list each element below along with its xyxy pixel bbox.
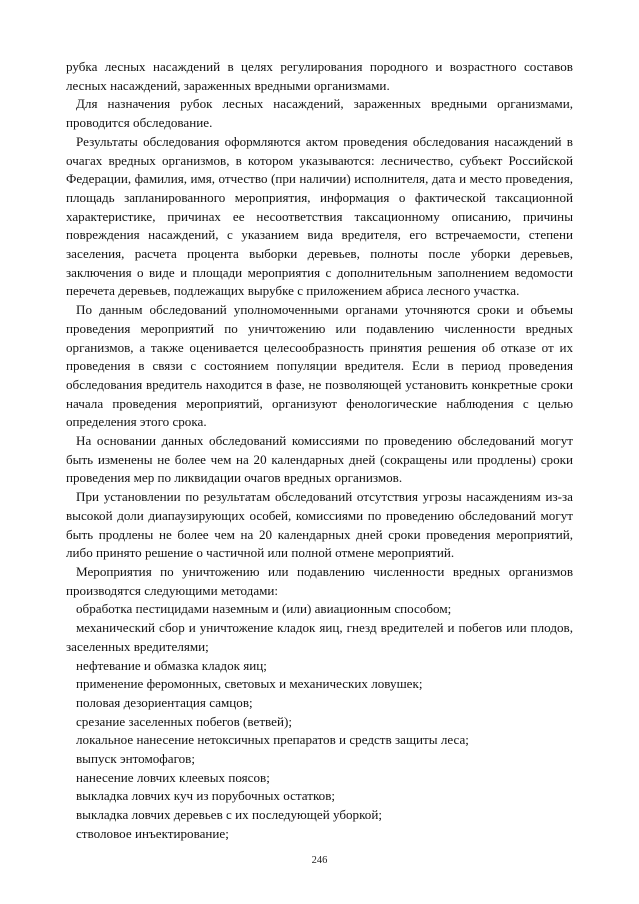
document-page <box>66 58 573 844</box>
paragraph: По данным обследований уполномоченными органами уточняются сроки и объемы проведения мероприятий по уничтожению или подавлению численности вредных организмов, а также оценивается целесообразность принятия решения об отказе от их проведения в связи с состоянием популяции вредителя. Если в период проведения обследования вредитель находится в фазе, не позволяющей установить конкретные сроки начала проведения мероприятий, организуют фенологические наблюдения с целью определения этого срока. <box>66 302 573 430</box>
paragraph: На основании данных обследований комиссиями по проведению обследований могут быть изменены не более чем на 20 календарных дней (сокращены или продлены) сроки проведения мер по ликвидации очагов вредных организмов. <box>66 433 573 486</box>
paragraph: Мероприятия по уничтожению или подавлению численности вредных организмов производятся следующими методами: <box>66 563 573 598</box>
methods-list <box>66 600 573 843</box>
paragraph: При установлении по результатам обследований отсутствия угрозы насаждениям из-за высокой доли диапаузирующих особей, комиссиями по проведению обследований могут быть продлены не более чем на 20 календарных дней сроки проведения мероприятий, либо принято решение о частичной или полной отмене мероприятий. <box>66 489 573 561</box>
list-item: половая дезориентация самцов; <box>76 694 253 710</box>
list-item: применение феромонных, световых и механических ловушек; <box>76 676 423 692</box>
paragraph: Для назначения рубок лесных насаждений, зараженных вредными организмами, проводится обследование. <box>66 96 573 131</box>
list-item: стволовое инъектирование; <box>76 825 229 841</box>
paragraph: рубка лесных насаждений в целях регулирования породного и возрастного составов лесных насаждений, зараженных вредными организмами. <box>66 59 573 93</box>
list-item: локальное нанесение нетоксичных препаратов и средств защиты леса; <box>76 732 469 748</box>
list-item: срезание заселенных побегов (ветвей); <box>76 713 292 729</box>
list-item: механический сбор и уничтожение кладок яиц, гнезд вредителей и побегов или плодов, заселенных вредителями; <box>66 620 573 654</box>
list-item: выпуск энтомофагов; <box>76 751 195 767</box>
list-item: выкладка ловчих куч из порубочных остатков; <box>76 788 336 804</box>
page-number: 246 <box>311 855 328 866</box>
list-item: нефтевание и обмазка кладок яиц; <box>76 657 267 673</box>
paragraph: Результаты обследования оформляются актом проведения обследования насаждений в очагах вредных организмов, в котором указываются: лесничество, субъект Российской Федерации, фамилия, имя, отчество (при наличии) исполнителя, дата и место проведения, площадь запланированного мероприятия, информация о фактической таксационной характеристике, причинах ее несоответствия таксационному описанию, причины повреждения насаждений, с указанием вида вредителя, его встречаемости, степени заселения, расчета процента выборки деревьев, полноты после уборки деревьев, заключения о виде и площади мероприятия с дополнительным заполнением ведомости перечета деревьев, подлежащих вырубке с приложением абриса лесного участка. <box>66 133 573 299</box>
list-item: выкладка ловчих деревьев с их последующей уборкой; <box>76 807 382 823</box>
list-item: обработка пестицидами наземным и (или) авиационным способом; <box>76 601 452 617</box>
list-item: нанесение ловчих клеевых поясов; <box>76 769 270 785</box>
